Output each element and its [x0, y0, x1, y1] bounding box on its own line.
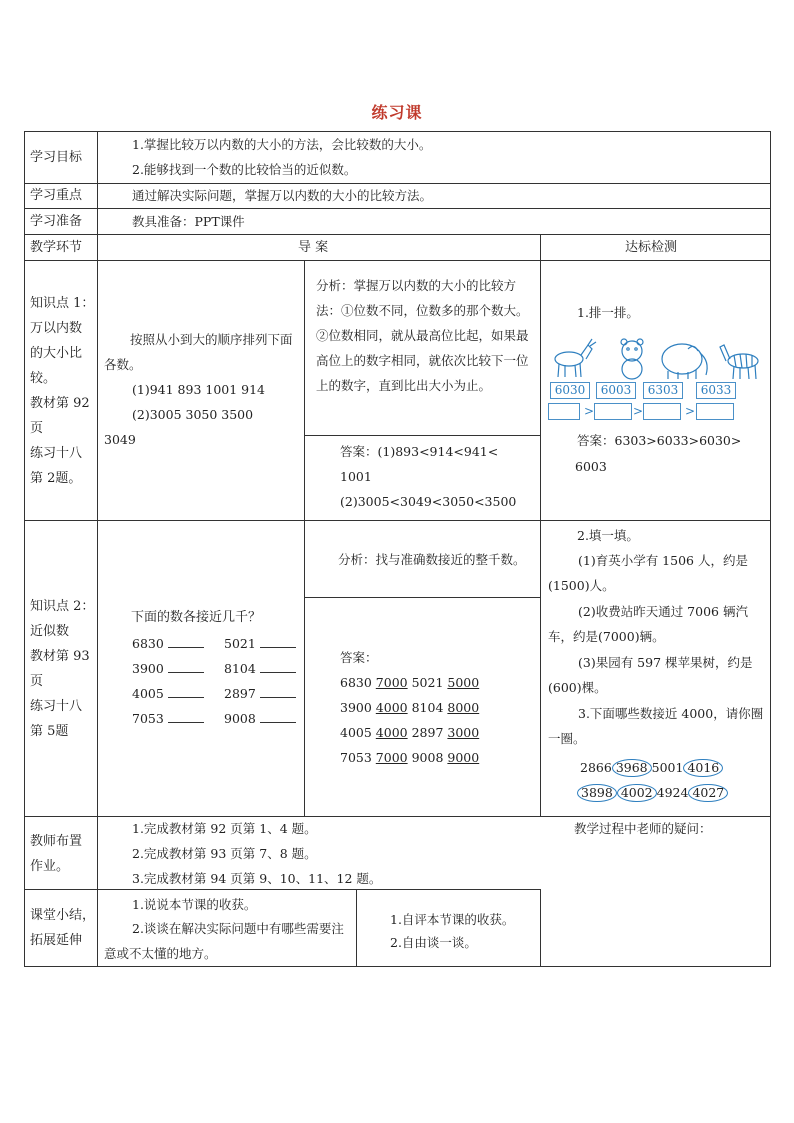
summary-left-1: 1.说说本节课的收获。 — [132, 897, 257, 912]
order-box-1[interactable] — [548, 403, 580, 420]
hw-note: 教学过程中老师的疑问： — [574, 821, 712, 836]
circle-row-1: 2866 3968 5001 4016 — [580, 759, 723, 777]
header-col2: 导 案 — [298, 240, 329, 255]
k1-check-answer-1: 答案：6303>6033>6030> — [577, 433, 742, 448]
k2-check-2: (2)收费站昨天通过 7006 辆汽车，约是(7000)辆。 — [548, 604, 748, 644]
k1-check-answer-2: 6003 — [575, 459, 607, 474]
summary-left-2: 2.谈谈在解决实际问题中有哪些需要注意或不太懂的地方。 — [104, 921, 344, 961]
page-title: 练习课 — [371, 103, 423, 122]
summary-right-2: 2.自由谈一谈。 — [390, 935, 477, 950]
goal-item-1: 1.掌握比较万以内数的大小的方法，会比较数的大小。 — [132, 137, 432, 152]
header-col1: 教学环节 — [30, 240, 83, 255]
k1-check-title: 1.排一排。 — [577, 305, 639, 320]
k2-analysis: 分析：找与准确数接近的整千数。 — [338, 552, 526, 567]
bear-icon — [621, 339, 643, 379]
summary-right-1: 1.自评本节课的收获。 — [390, 912, 515, 927]
elephant-icon — [662, 344, 707, 379]
k1-answer-2: 1001 — [340, 469, 372, 484]
goat-icon — [555, 339, 596, 377]
number-card-2: 6003 — [596, 382, 636, 399]
summary-label-2: 拓展延伸 — [30, 933, 83, 948]
order-box-2[interactable] — [594, 403, 632, 420]
prep-text: 教具准备：PPT课件 — [132, 214, 245, 229]
hw-item-1: 1.完成教材第 92 页第 1、4 题。 — [132, 821, 317, 836]
k2-answer-label: 答案： — [340, 650, 378, 665]
k2-check-3: (3)果园有 597 棵苹果树，约是(600)棵。 — [548, 655, 753, 695]
k2-check-title: 2.填一填。 — [577, 528, 639, 543]
hw-label-1: 教师布置 — [30, 834, 83, 849]
summary-label-1: 课堂小结， — [30, 908, 96, 923]
number-card-1: 6030 — [550, 382, 590, 399]
k2-check-1: (1)育英小学有 1506 人，约是(1500)人。 — [548, 553, 748, 593]
zebra-icon — [720, 345, 758, 379]
animal-illustrations — [548, 337, 764, 383]
k1-line2: (2)3005 3050 3500 — [132, 407, 254, 422]
hw-item-3: 3.完成教材第 94 页第 9、10、11、12 题。 — [132, 871, 382, 886]
k2-check-4: 3.下面哪些数接近 4000，请你圈一圈。 — [548, 706, 764, 746]
k1-analysis: 分析：掌握万以内数的大小的比较方法：①位数不同，位数多的那个数大。②位数相同，就从最高位比起，如果最高位上的数字相同，就依次比较下一位上的数字，直到比出大小为止。 — [316, 278, 529, 393]
header-col3: 达标检测 — [625, 240, 678, 255]
hw-item-2: 2.完成教材第 93 页第 7、8 题。 — [132, 846, 317, 861]
order-box-4[interactable] — [696, 403, 734, 420]
goal-label: 学习目标 — [30, 150, 83, 165]
circle-row-2: 3898 4002 4924 4027 — [577, 784, 728, 802]
focus-label: 学习重点 — [30, 188, 83, 203]
k1-task: 按照从小到大的顺序排列下面各数。 — [104, 332, 293, 372]
greater-sign: > — [633, 404, 644, 418]
lesson-table: 学习目标 1.掌握比较万以内数的大小的方法，会比较数的大小。 2.能够找到一个数的比较恰当的近似数。 学习重点 通过解决实际问题，掌握万以内数的大小的比较方法。 学习准备 教具准备：PPT课件 教学环节 导 案 达标检测 知识点 1： 万以内数 的大小比 较。 教材第 92 页 练习十八 第 2题。 按照从小到大的顺序排列下面各数。 (1)941 893 1001 914 (2)3005 3050 3500 3049 分析：掌握万以内数的大小的比较方法：①位数不同，位数多的那个数大。②位数相同，就从最高位比起，如果最高位上的数字相同，就依次比较下一位上的数字，直到比出大小为止。 答案：(1)893<914<941< 1001 (2)3005<3049<3050<3500 1.排一排。 6030 6003 6303 6033 > > > 答案：6303>6033>6030> 6003 知识点 2： 近似数 教材第 93 页 练习十八 第 5题 下面的数各接近几千？ 6830 5021 3900 8104 4005 2897 7053 9008 分析：找与准确数接近的整千数。 答案： 6830 7000 5021 5000 3900 4000 8104 8000 4005 4000 2897 3000 7053 7000 9008 9000 2.填一填。 (1)育英小学有 1506 人，约是(1500)人。 (2)收费站昨天通过 7006 辆汽车，约是(7000)辆。 (3)果园有 597 棵苹果树，约是(600)棵。 3.下面哪些数接近 4000，请你圈一圈。 2866 3968 5001 4016 3898 4002 4924 4027 教师布置 作业。 1.完成教材第 92 页第 1、4 题。 2.完成教材第 93 页第 7、8 题。 3.完成教材第 94 页第 9、10、11、12 题。 教学过程中老师的疑问： 课堂小结， 拓展延伸 1.说说本节课的收获。 2.谈谈在解决实际问题中有哪些需要注意或不太懂的地方。 1.自评本节课的收获。 2.自由谈一谈。 — [24, 131, 771, 967]
k1-line3: 3049 — [104, 432, 136, 447]
focus-text: 通过解决实际问题，掌握万以内数的大小的比较方法。 — [132, 188, 433, 203]
greater-sign: > — [584, 404, 595, 418]
hw-label-2: 作业。 — [30, 859, 70, 874]
k1-line1: (1)941 893 1001 914 — [132, 382, 266, 397]
k1-answer-1: 答案：(1)893<914<941< — [340, 444, 499, 459]
prep-label: 学习准备 — [30, 214, 83, 229]
greater-sign: > — [685, 404, 696, 418]
k1-answer-3: (2)3005<3049<3050<3500 — [340, 494, 517, 509]
order-box-3[interactable] — [643, 403, 681, 420]
number-card-4: 6033 — [696, 382, 736, 399]
number-card-3: 6303 — [643, 382, 683, 399]
goal-item-2: 2.能够找到一个数的比较恰当的近似数。 — [132, 162, 357, 177]
k2-question: 下面的数各接近几千？ — [131, 610, 262, 625]
